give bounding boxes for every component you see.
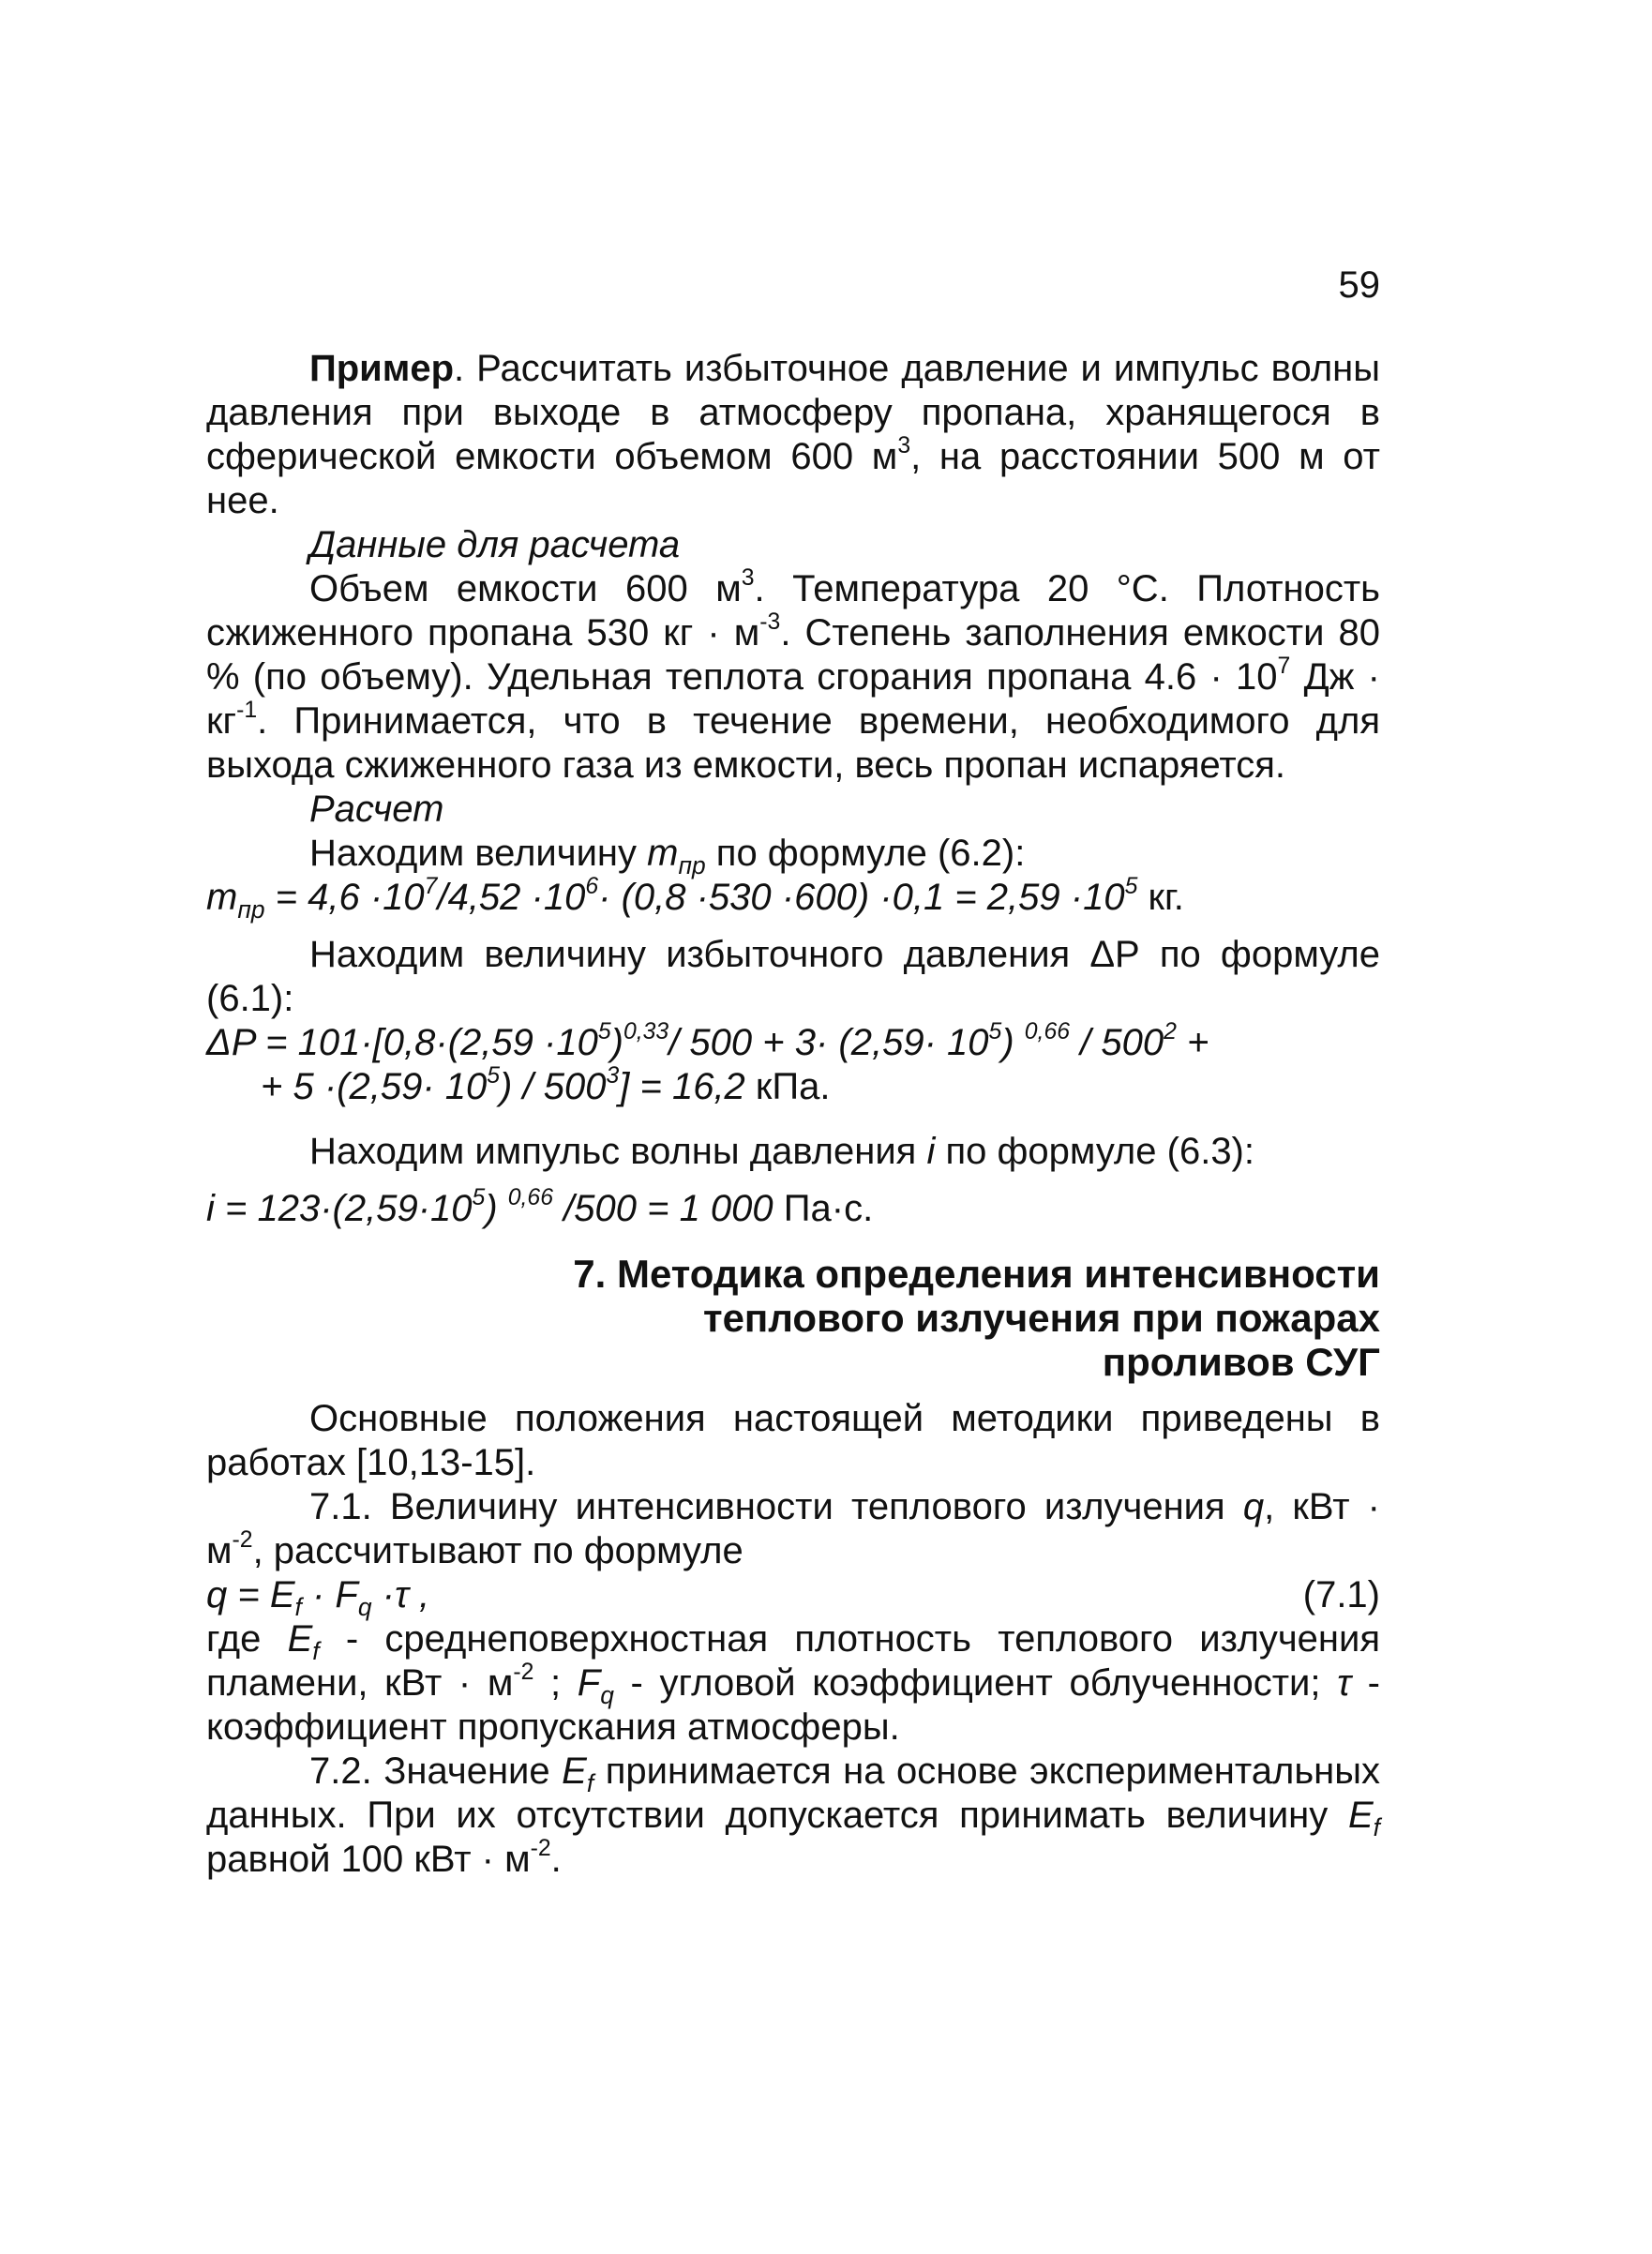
example-label: Пример: [309, 348, 455, 389]
find-mass-text: Находим величину $m_{пр}$ по формуле (6.2):: [309, 833, 1026, 879]
paragraph-7-2: 7.2. Значение $E_f$ принимается на основе экспериментальных данных. При их отсутствии допускается принимать величину $E_f$ равной 100 кВт · $м^{-2}$.: [206, 1751, 1381, 1880]
page-number: 59: [1338, 264, 1380, 306]
formula-pressure-line2: + $5 \cdot(2,59\cdot 10^5) / 500^3] = 16,2$ кПа.: [261, 1063, 831, 1107]
where-paragraph: где $E_f$ - среднеповерхностная плотность теплового излучения пламени, кВт · $м^{-2}$ ; $F_q$ - угловой коэффициент облученности; τ - коэффициент пропускания атмосферы.: [206, 1618, 1380, 1748]
example-intro: Пример. Рассчитать избыточное давление и импульс волны давления при выходе в атмосферу пропана, хранящегося в сферической емкости объемом 600 $м^3$, на расстоянии 500 м от нее.: [206, 348, 1380, 521]
formula-mass: $m_{пр} = 4,6 \cdot 10^7/4,52 \cdot 10^6\cdot (0,8 \cdot 530 \cdot 600) \cdot 0,1 = 2,59 \cdot 10^5$ кг.: [206, 874, 1184, 924]
find-impulse-text: Находим импульс волны давления i по формуле (6.3):: [309, 1131, 1254, 1172]
find-pressure-text: Находим величину избыточного давления ΔР по формуле (6.1):: [206, 934, 1380, 1019]
formula-impulse: $i = 123\cdot(2,59\cdot 10^5)$ $^{0,66}$ /500 = 1 000 Па·с.: [206, 1185, 874, 1229]
section-heading-line2: теплового излучения при пожарах: [703, 1296, 1380, 1340]
paragraph-7-1: 7.1. Величину интенсивности теплового излучения q, кВт · $м^{-2}$, рассчитывают по формуле: [206, 1486, 1380, 1571]
data-paragraph: Объем емкости 600 $м^3$. Температура 20 °С. Плотность сжиженного пропана 530 кг · $м^{-3}$. Степень заполнения емкости 80 % (по объему). Удельная теплота сгорания пропана $4.6 \cdot 10^7$ Дж · $кг^{-1}$. Принимается, что в течение времени, необходимого для выхода сжиженного газа из емкости, весь пропан испаряется.: [206, 565, 1381, 786]
section-heading-line3: проливов СУГ: [1102, 1340, 1380, 1384]
section-heading-line1: 7. Методика определения интенсивности: [573, 1252, 1380, 1296]
data-heading: Данные для расчета: [309, 524, 681, 565]
formula-pressure-line1: $\Delta P = 101\cdot[0,8\cdot(2,59 \cdot 10^5)^{0,33}/$ $500 + 3\cdot (2,59\cdot 10^5)$ $^{0,66} / 500^2$ +: [206, 1019, 1209, 1063]
formula-7-1-number: (7.1): [1302, 1574, 1380, 1615]
basics-paragraph: Основные положения настоящей методики приведены в работах [10,13-15].: [206, 1398, 1380, 1483]
formula-7-1: [206, 1573, 1380, 1621]
calc-heading: Расчет: [309, 789, 444, 830]
formula-7-1-body: $q = E_f \cdot F_q \cdot\tau$ ,: [206, 1574, 430, 1621]
page-body: [206, 347, 1380, 1882]
